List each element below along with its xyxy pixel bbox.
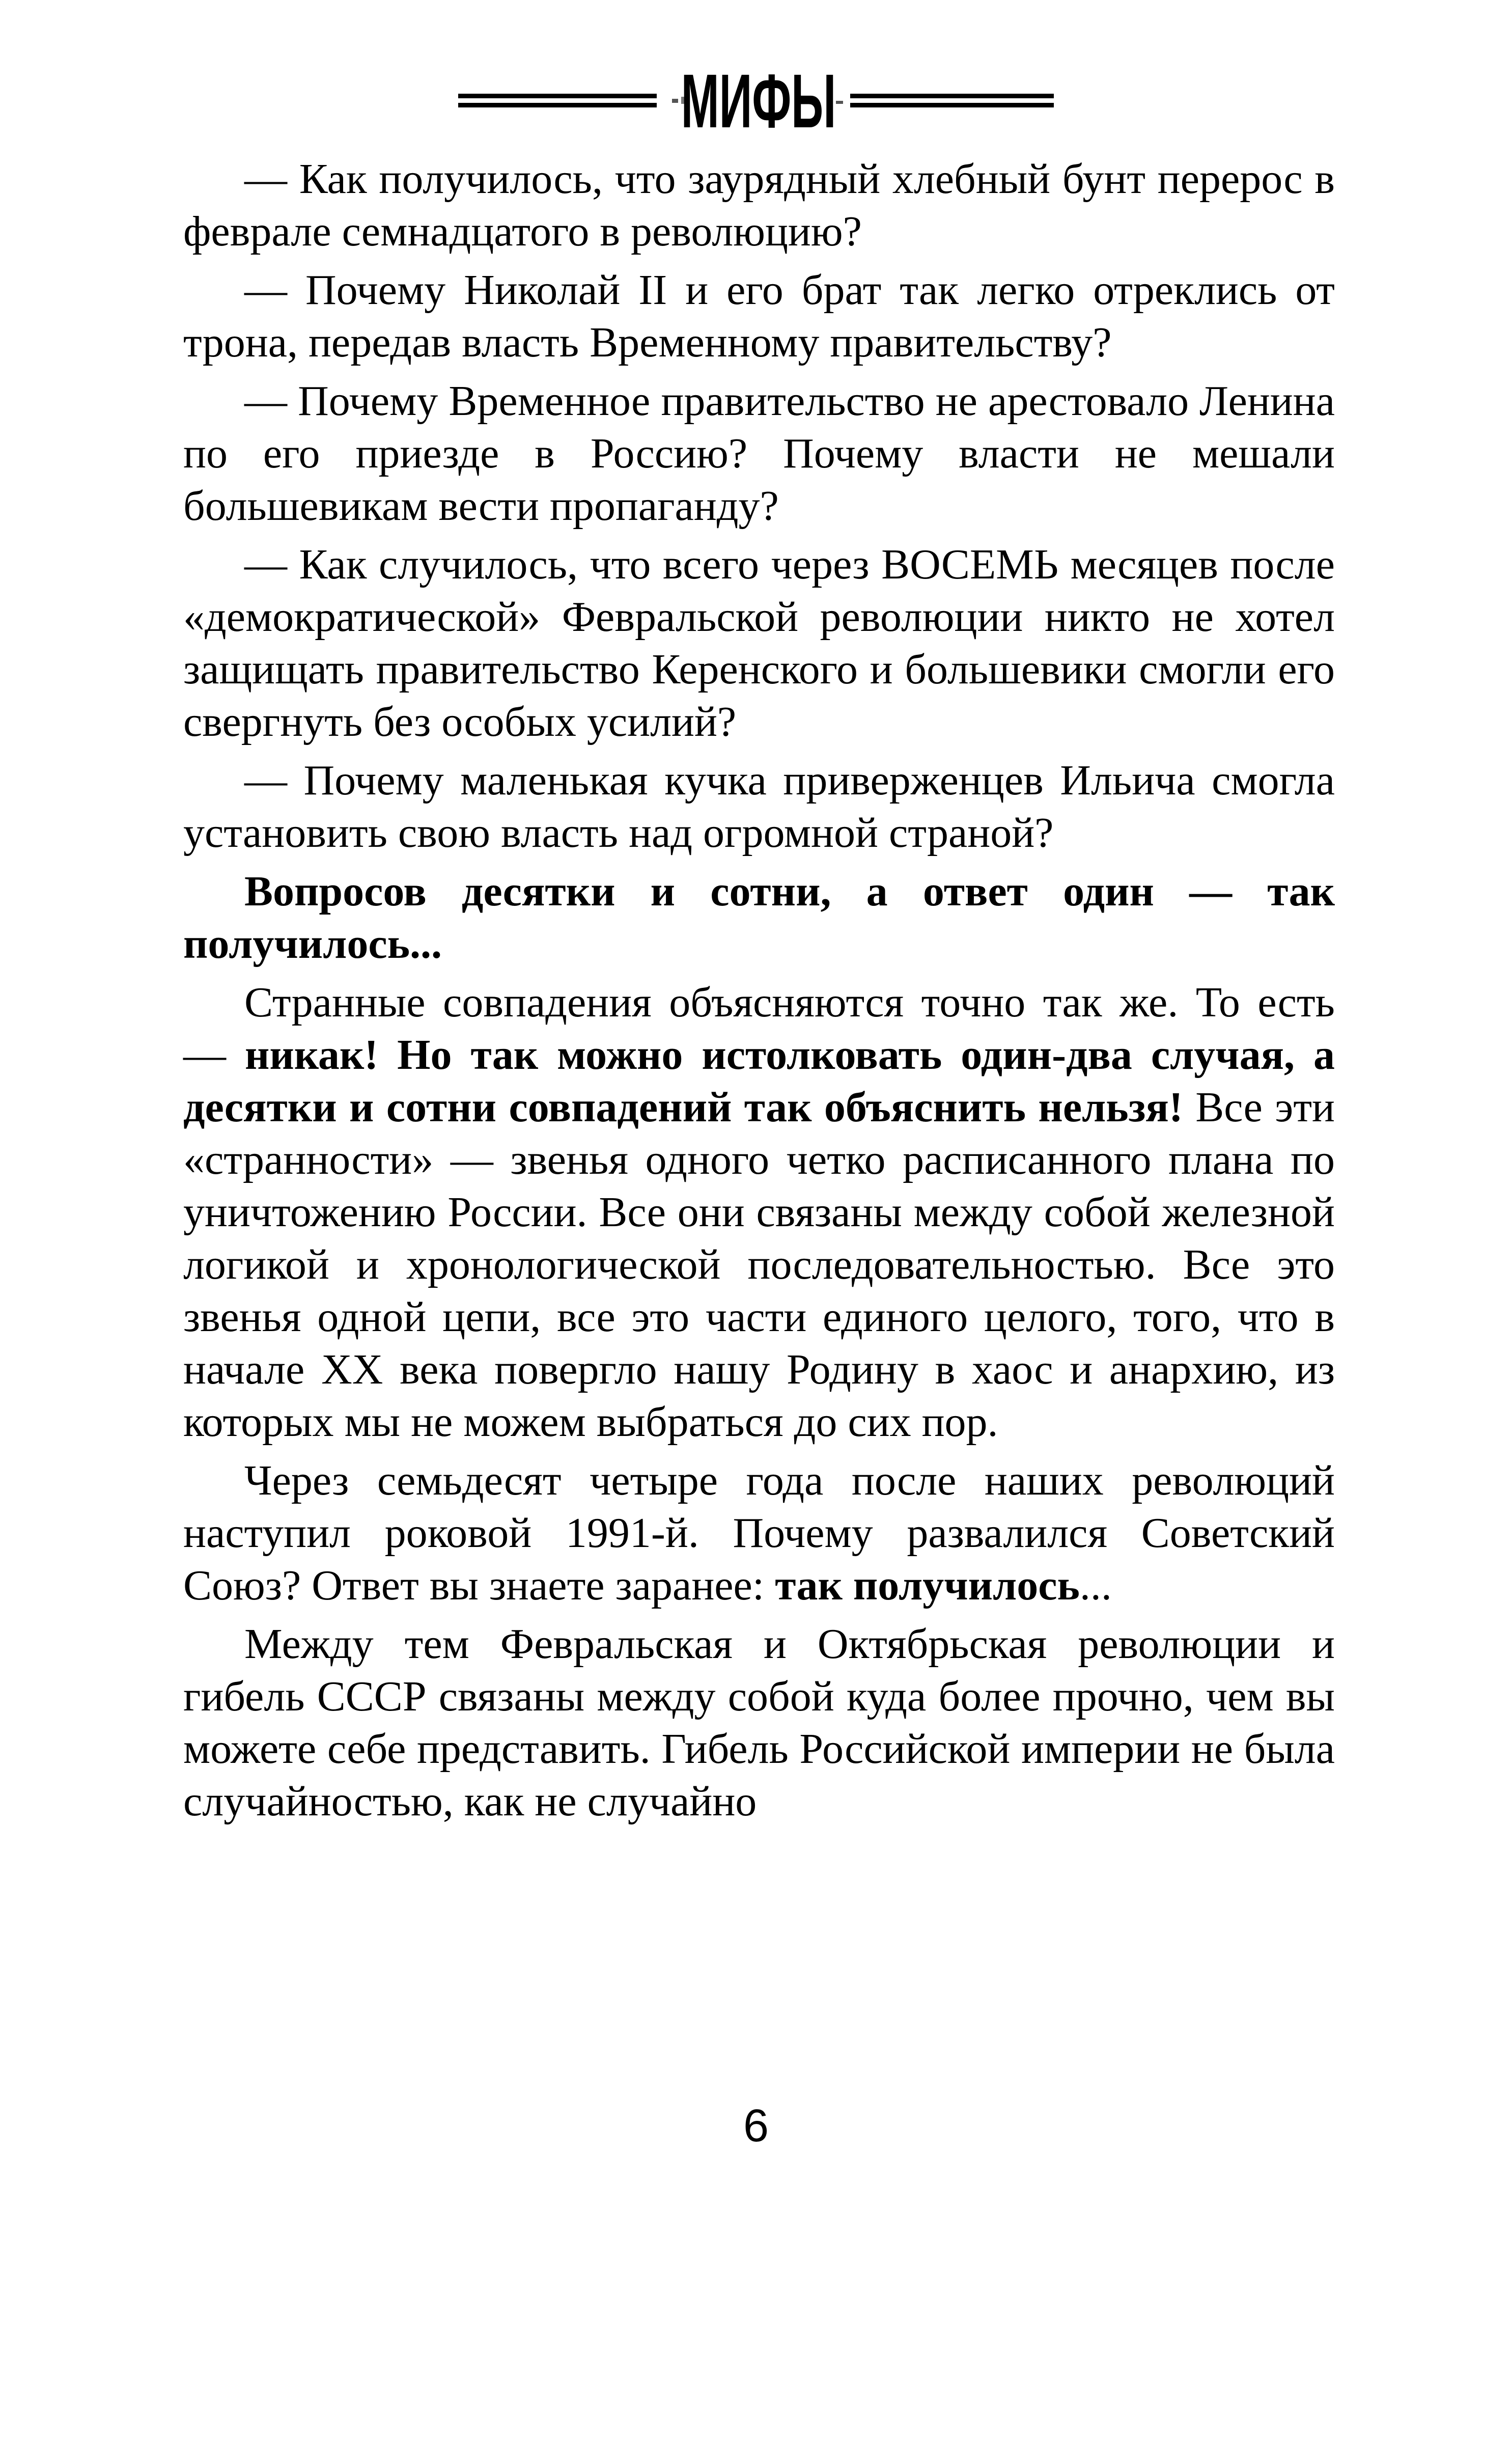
- header-rule-right-top: [850, 94, 1054, 98]
- header-rule-left-top: [458, 94, 657, 98]
- running-header: [0, 60, 1512, 152]
- body-paragraph: Между тем Февральская и Октябрьская революции и гибель СССР связаны между собой куда более прочно, чем вы можете себе представить. Гибель Российской империи не была случайностью, как не случайно: [183, 1620, 1335, 1825]
- header-rule-left-bottom: [458, 103, 657, 107]
- page-number: 6: [743, 2100, 769, 2151]
- paragraph-text: Через семьдесят четыре года после наших революций наступил роковой 1991-й. Почему развалился Советский Союз? Ответ вы знаете заранее:: [183, 1457, 1335, 1609]
- paragraph-text: Странные совпадения объясняются точно так же. То есть —: [183, 979, 1335, 1079]
- paragraph-text: ...: [1079, 1562, 1112, 1609]
- answer-paragraph: Вопросов десятки и сотни, а ответ один — так получилось...: [183, 868, 1335, 968]
- header-ornament: [0, 60, 1512, 152]
- question-paragraph: — Почему маленькая кучка приверженцев Ильича смогла установить свою власть над огромной страной?: [183, 757, 1335, 856]
- body-paragraph: [183, 976, 1335, 1448]
- body-paragraph: [183, 1454, 1335, 1612]
- page-body: [183, 153, 1335, 1834]
- question-paragraph: — Как получилось, что заурядный хлебный бунт перерос в феврале семнадцатого в революцию?: [183, 155, 1335, 255]
- question-paragraph: — Почему Временное правительство не арестовало Ленина по его приезде в Россию? Почему власти не мешали большевикам вести пропаганду?: [183, 377, 1335, 530]
- question-paragraph: — Как случилось, что всего через ВОСЕМЬ месяцев после «демократической» Февральской революции никто не хотел защищать правительство Керенского и большевики смогли его свергнуть без особых усилий?: [183, 541, 1335, 745]
- paragraph-text: Все эти «странности» — звенья одного четко расписанного плана по уничтожению России. Все они связаны между собой железной логикой и хронологической последовательностью. Все это звенья одной цепи, все это части единого целого, того, что в начале XX века повергло нашу Родину в хаос и анархию, из которых мы не можем выбраться до сих пор.: [183, 1084, 1335, 1446]
- question-paragraph: — Почему Николай II и его брат так легко отреклись от трона, передав власть Временному правительству?: [183, 266, 1335, 366]
- emphasis-text: так получилось: [775, 1562, 1080, 1609]
- header-logo-text: МИФЫ: [681, 60, 836, 144]
- header-rule-right-bottom: [850, 103, 1054, 107]
- emphasis-text: никак! Но так можно истолковать один-два случая, а десятки и сотни совпадений так объяснить нельзя!: [183, 1031, 1335, 1131]
